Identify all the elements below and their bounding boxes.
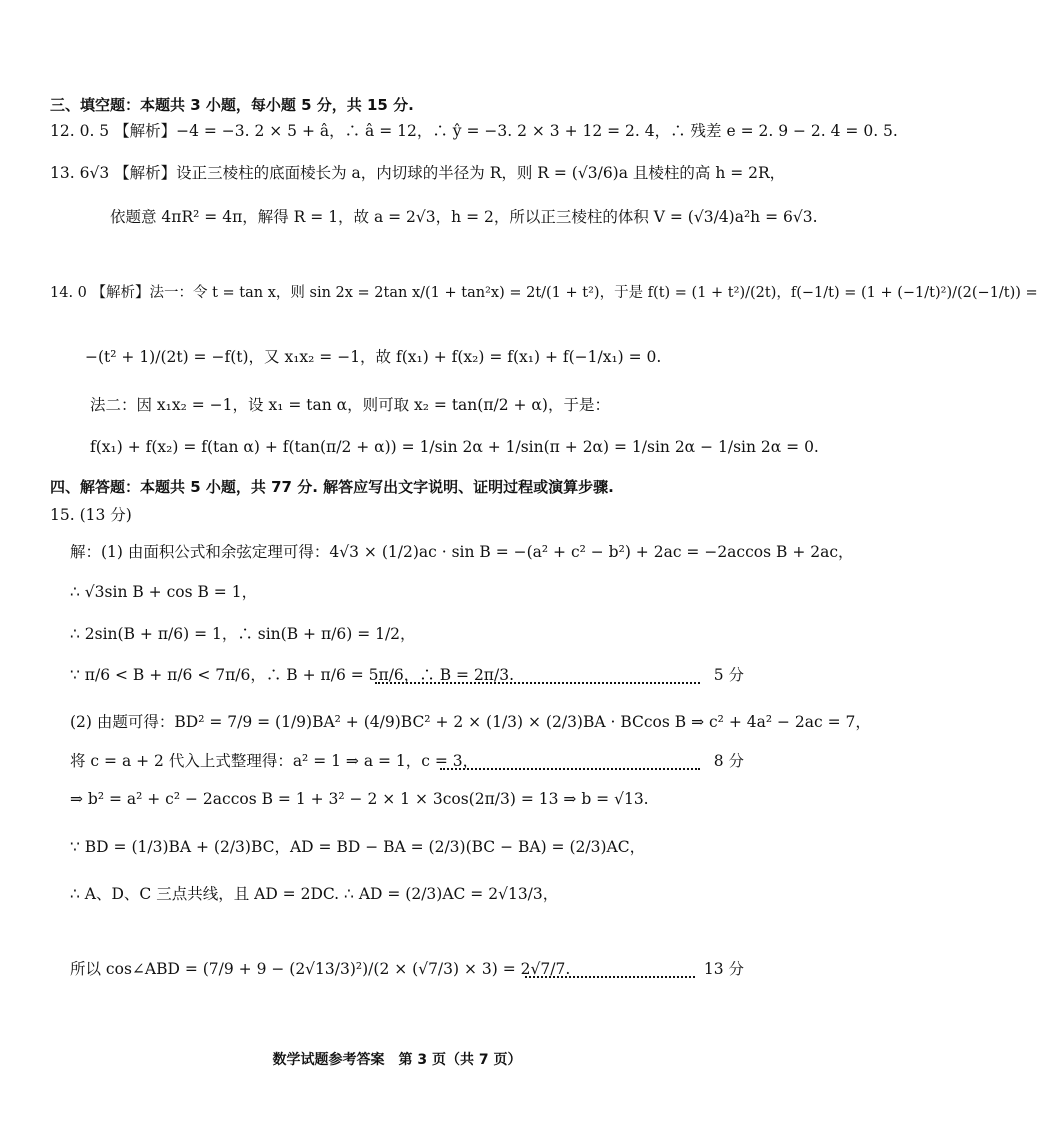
q15-step6-dots: [440, 761, 700, 777]
q15-step6: 将 c = a + 2 代入上式整理得：a² = 1 ⇒ a = 1，c = 3，: [70, 752, 479, 770]
q15-step10: 所以 cos∠ABD = (7/9 + 9 − (2√13/3)²)/(2 × (√7/3) × 3) = 2√7/7.: [70, 960, 571, 978]
q15-step1: 解：(1) 由面积公式和余弦定理可得：4√3 × (1/2)ac · sin B = −(a² + c² − b²) + 2ac = −2accos B + 2ac，: [70, 543, 854, 561]
q15-step9: ∴ A、D、C 三点共线，且 AD = 2DC. ∴ AD = (2/3)AC = 2√13/3，: [70, 885, 559, 903]
q15-step2: ∴ √3sin B + cos B = 1，: [70, 583, 258, 601]
q12-line: 12. 0. 5 【解析】−4 = −3. 2 × 5 + â，∴ â = 12，∴ ŷ = −3. 2 × 3 + 12 = 2. 4，∴ 残差 e = 2. 9 − 2. 4 = 0. 5.: [50, 122, 898, 140]
q13-line2: 依题意 4πR² = 4π，解得 R = 1，故 a = 2√3，h = 2，所以正三棱柱的体积 V = (√3/4)a²h = 6√3.: [110, 208, 818, 226]
q14-line2: −(t² + 1)/(2t) = −f(t)，又 x₁x₂ = −1，故 f(x₁) + f(x₂) = f(x₁) + f(−1/x₁) = 0.: [85, 348, 662, 366]
q14-line3: 法二：因 x₁x₂ = −1，设 x₁ = tan α，则可取 x₂ = tan(π/2 + α)，于是：: [90, 396, 610, 414]
page-footer: 数学试题参考答案 第 3 页（共 7 页）: [272, 1052, 522, 1068]
q15-step6-score: 8 分: [713, 752, 744, 770]
q15-step3: ∴ 2sin(B + π/6) = 1，∴ sin(B + π/6) = 1/2，: [70, 625, 416, 643]
section4-title: 四、解答题：本题共 5 小题，共 77 分. 解答应写出文字说明、证明过程或演算步骤.: [50, 478, 614, 496]
q15-step4-dots: [375, 675, 700, 691]
q13-line1: 13. 6√3 【解析】设正三棱柱的底面棱长为 a，内切球的半径为 R，则 R = (√3/6)a 且棱柱的高 h = 2R，: [50, 164, 786, 182]
q15-step7: ⇒ b² = a² + c² − 2accos B = 1 + 3² − 2 × 1 × 3cos(2π/3) = 13 ⇒ b = √13.: [70, 790, 649, 808]
q15-step10-dots: [525, 969, 695, 985]
q15-header: 15. (13 分): [50, 506, 132, 524]
q15-step4-score: 5 分: [713, 666, 744, 684]
q15-step8: ∵ BD = (1/3)BA + (2/3)BC，AD = BD − BA = (2/3)(BC − BA) = (2/3)AC，: [70, 838, 646, 856]
q15-step5: (2) 由题可得：BD² = 7/9 = (1/9)BA² + (4/9)BC² + 2 × (1/3) × (2/3)BA · BCcos B ⇒ c² + 4a² − 2ac = 7，: [70, 713, 871, 731]
section3-title: 三、填空题：本题共 3 小题，每小题 5 分，共 15 分.: [50, 96, 414, 114]
q15-step10-score: 13 分: [703, 960, 744, 978]
q14-line1: 14. 0 【解析】法一：令 t = tan x，则 sin 2x = 2tan x/(1 + tan²x) = 2t/(1 + t²)，于是 f(t) = (1 + t²)/(2t)，f(−1/t) = (1 + (−1/t)²)/(2(−1/t)) =: [50, 285, 1038, 301]
q15-step4: ∵ π/6 < B + π/6 < 7π/6，∴ B + π/6 = 5π/6，∴ B = 2π/3.: [70, 666, 514, 684]
q14-line4: f(x₁) + f(x₂) = f(tan α) + f(tan(π/2 + α)) = 1/sin 2α + 1/sin(π + 2α) = 1/sin 2α − 1/sin 2α = 0.: [90, 438, 819, 456]
